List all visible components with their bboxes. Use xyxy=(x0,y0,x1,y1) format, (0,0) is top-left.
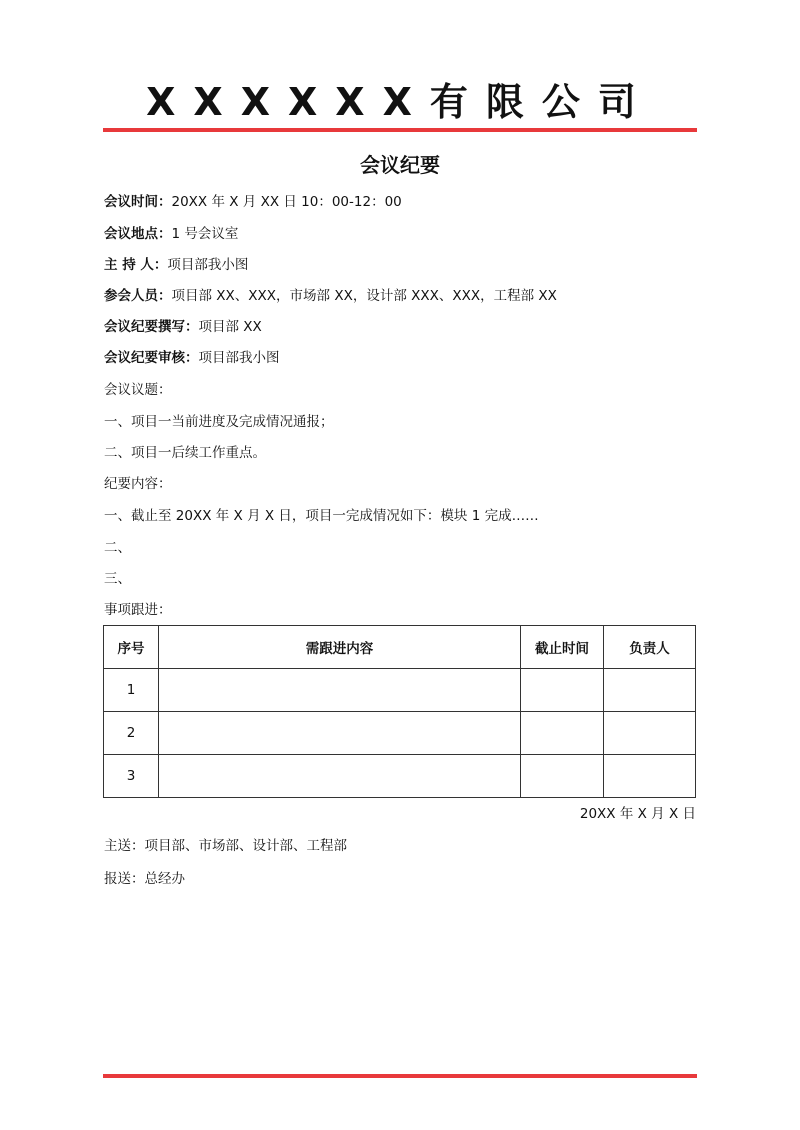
topic-item: 二、项目一后续工作重点。 xyxy=(104,445,266,461)
column-header-content: 需跟进内容 xyxy=(159,626,521,669)
header-red-rule xyxy=(103,128,697,132)
field-value: 项目部 XX xyxy=(198,319,262,335)
table-row xyxy=(104,755,696,798)
followup-table xyxy=(103,625,696,798)
row-content-cell xyxy=(159,712,521,755)
content-item: 一、截止至 20XX 年 X 月 X 日，项目一完成情况如下：模块 1 完成…… xyxy=(104,508,539,524)
field-meeting-location xyxy=(104,224,238,244)
content-heading: 纪要内容： xyxy=(104,476,172,492)
field-value: 项目部 XX、XXX，市场部 XX，设计部 XXX、XXX，工程部 XX xyxy=(171,288,557,304)
table-row xyxy=(104,669,696,712)
field-label: 会议地点： xyxy=(104,226,172,242)
field-value: 项目部我小图 xyxy=(167,257,249,273)
row-number: 3 xyxy=(104,755,159,798)
field-label: 参会人员： xyxy=(104,288,172,304)
row-number: 1 xyxy=(104,669,159,712)
report-to: 报送：总经办 xyxy=(104,871,185,887)
field-label: 会议纪要撰写： xyxy=(104,319,199,335)
field-host xyxy=(104,255,248,275)
field-value: 20XX 年 X 月 XX 日 10：00-12：00 xyxy=(171,194,402,210)
send-to: 主送：项目部、市场部、设计部、工程部 xyxy=(104,838,347,854)
content-item: 二、 xyxy=(104,540,131,556)
column-header-number: 序号 xyxy=(104,626,159,669)
row-owner-cell xyxy=(604,669,696,712)
field-meeting-time xyxy=(104,192,402,212)
field-minutes-writer xyxy=(104,317,262,337)
table-row xyxy=(104,712,696,755)
table-header-row xyxy=(104,626,696,669)
footer-red-rule xyxy=(103,1074,697,1078)
document-title: 会议纪要 xyxy=(360,153,440,177)
column-header-deadline: 截止时间 xyxy=(521,626,604,669)
row-number: 2 xyxy=(104,712,159,755)
row-deadline-cell xyxy=(521,669,604,712)
field-label: 会议纪要审核： xyxy=(104,350,199,366)
field-minutes-reviewer xyxy=(104,348,280,368)
row-deadline-cell xyxy=(521,755,604,798)
row-deadline-cell xyxy=(521,712,604,755)
company-name: XXXXXX有限公司 xyxy=(146,80,654,124)
field-value: 1 号会议室 xyxy=(171,226,239,242)
column-header-owner: 负责人 xyxy=(604,626,696,669)
row-content-cell xyxy=(159,669,521,712)
topic-item: 一、项目一当前进度及完成情况通报； xyxy=(104,414,334,430)
field-attendees xyxy=(104,286,557,306)
field-label: 主 持 人： xyxy=(104,257,168,273)
row-content-cell xyxy=(159,755,521,798)
row-owner-cell xyxy=(604,755,696,798)
content-item: 三、 xyxy=(104,571,131,587)
topics-heading: 会议议题： xyxy=(104,382,172,398)
followup-heading: 事项跟进： xyxy=(104,602,172,618)
field-label: 会议时间： xyxy=(104,194,172,210)
field-value: 项目部我小图 xyxy=(198,350,280,366)
row-owner-cell xyxy=(604,712,696,755)
document-date: 20XX 年 X 月 X 日 xyxy=(579,806,696,822)
